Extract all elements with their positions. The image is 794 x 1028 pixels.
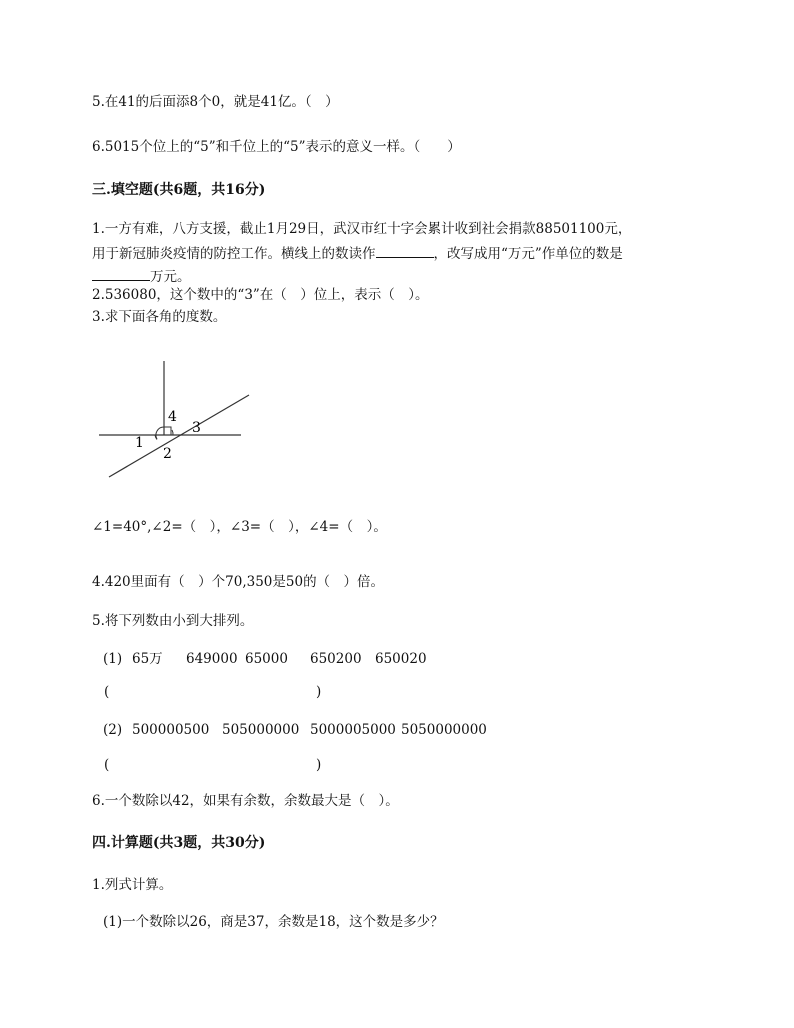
answer-paren-close: )	[316, 684, 322, 700]
sort-part1-number: 649000	[186, 651, 238, 667]
fill-q1-line2-text-a: 用于新冠肺炎疫情的防控工作。横线上的数读作	[92, 246, 376, 262]
fill-q6: 6.一个数除以42，如果有余数，余数最大是（ ）。	[92, 793, 399, 809]
fill-q4: 4.420里面有（ ）个70,350是50的（ ）倍。	[92, 574, 385, 590]
sort-part2-number: 5000005000	[310, 722, 396, 738]
answer-paren-close: )	[316, 757, 322, 773]
fill-q1-line3	[92, 266, 191, 286]
sort-part1-number: 650200	[310, 651, 362, 667]
sort-part2-number: 500000500	[132, 722, 210, 738]
sort-part2-label: (2)	[103, 722, 123, 738]
right-angle-mark	[164, 427, 171, 435]
question-judge-6: 6.5015个位上的“5”和千位上的“5”表示的意义一样。（ ）	[92, 139, 461, 155]
angle-label-3: 3	[192, 420, 201, 436]
sort-part1-number: 650020	[375, 651, 427, 667]
fill-q2: 2.536080，这个数中的“3”在（ ）位上，表示（ ）。	[92, 287, 429, 303]
sort-part2-number: 505000000	[222, 722, 300, 738]
sort-part1-number: 65000	[245, 651, 288, 667]
slanted-line	[109, 395, 249, 477]
angle-4-arc	[156, 427, 164, 439]
fill-q5: 5.将下列数由小到大排列。	[92, 613, 254, 629]
answer-blank[interactable]	[92, 266, 150, 281]
angle-label-4: 4	[168, 409, 177, 425]
answer-blank[interactable]	[376, 243, 434, 258]
question-judge-5: 5.在41的后面添8个0，就是41亿。（ ）	[92, 94, 339, 110]
fill-q1-line3-text: 万元。	[150, 269, 191, 285]
angle-figure	[95, 355, 255, 485]
angle-label-1: 1	[135, 435, 144, 451]
section-heading-fill-in: 三.填空题(共6题，共16分)	[92, 182, 266, 198]
fill-q1-line2-text-b: ，改写成用“万元”作单位的数是	[433, 246, 623, 262]
fill-q3: 3.求下面各角的度数。	[92, 309, 227, 325]
fill-q1-line1: 1.一方有难，八方支援，截止1月29日，武汉市红十字会累计收到社会捐款88501100元，	[92, 221, 632, 237]
section-heading-calculation: 四.计算题(共3题，共30分)	[92, 835, 266, 851]
angle-3-arc	[172, 430, 173, 435]
sort-part2-number: 5050000000	[401, 722, 487, 738]
answer-paren-open: (	[104, 757, 110, 773]
angle-label-2: 2	[163, 446, 172, 462]
fill-q3-answer: ∠1=40°,∠2=（ ），∠3=（ ），∠4=（ ）。	[92, 519, 387, 535]
sort-part1-number: 65万	[132, 651, 163, 667]
answer-paren-open: (	[104, 684, 110, 700]
calc-q1-part1: (1)一个数除以26，商是37，余数是18，这个数是多少？	[103, 914, 444, 930]
sort-part1-label: (1)	[103, 651, 123, 667]
calc-q1: 1.列式计算。	[92, 877, 173, 893]
fill-q1-line2	[92, 243, 623, 263]
